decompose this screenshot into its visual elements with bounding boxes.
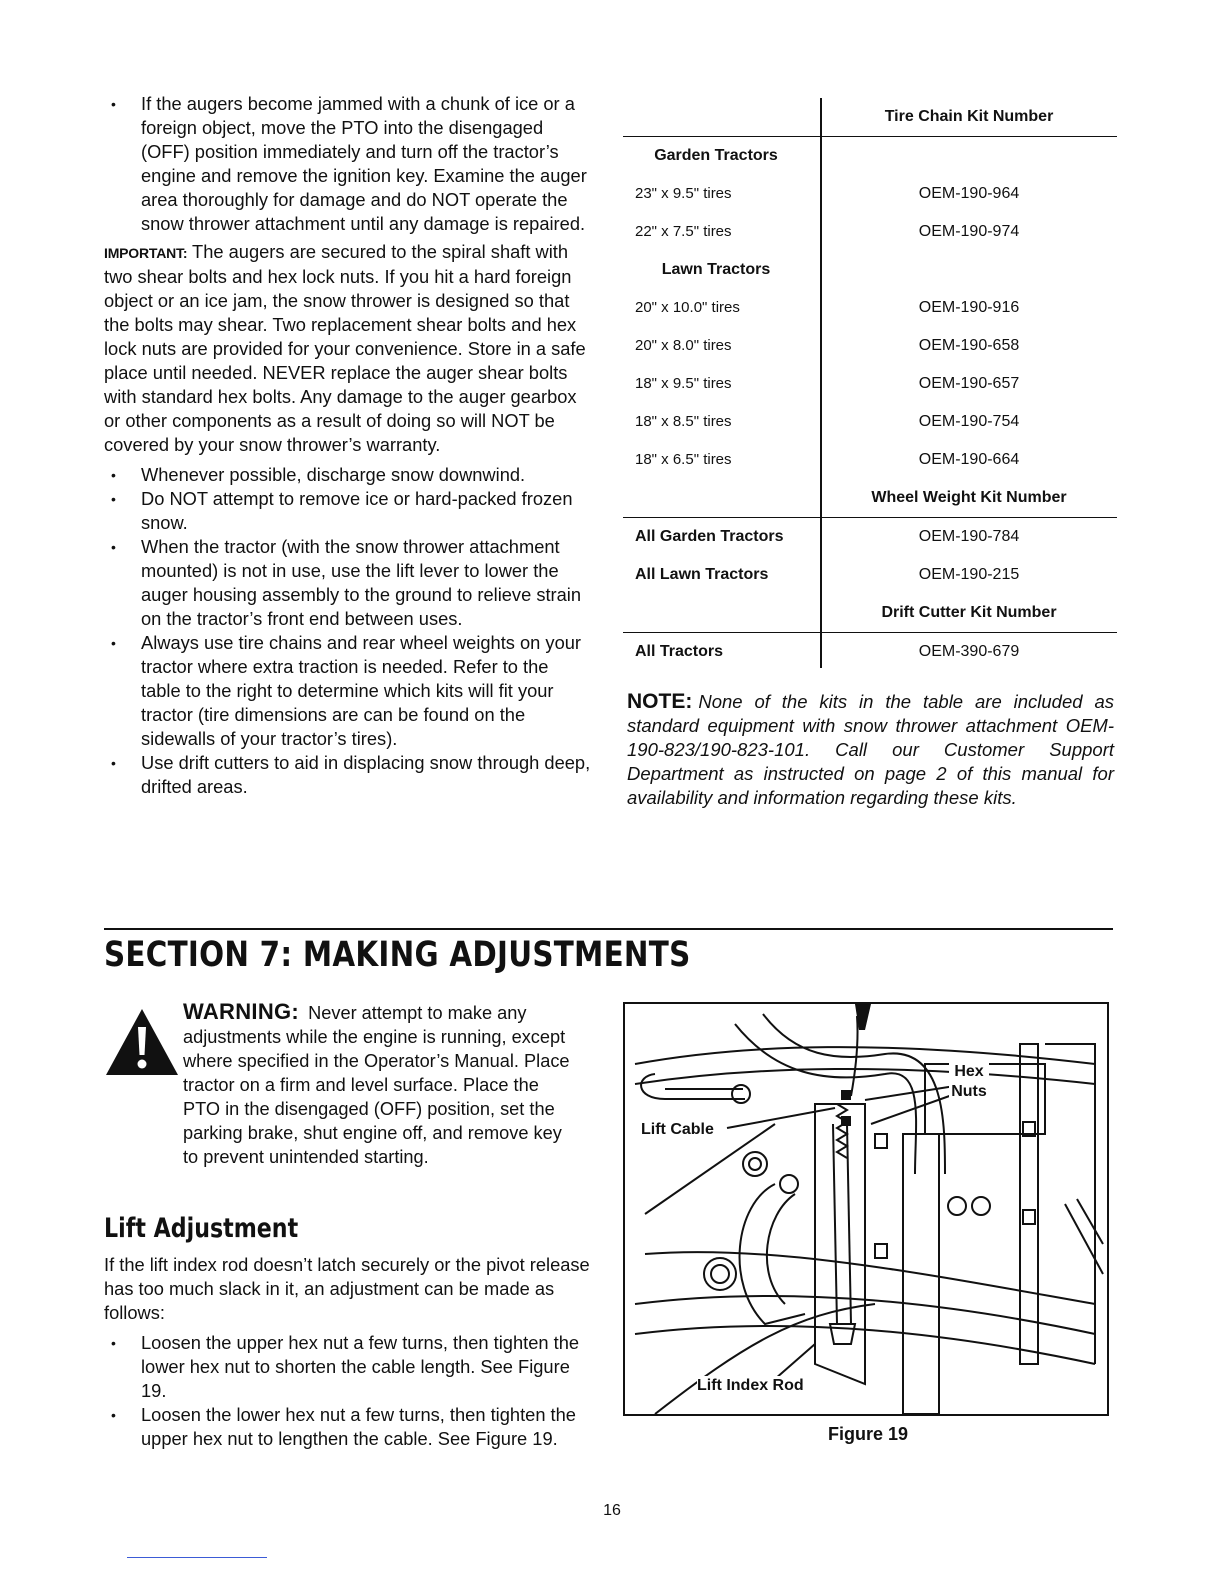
- kit-number: OEM-190-916: [918, 299, 1020, 316]
- lift-adjustment-intro: If the lift index rod doesn’t latch securely or the pivot release has too much slack in it, an adjustment can be made as follows:: [104, 1254, 590, 1323]
- kits-table: [623, 98, 1117, 671]
- hex-nuts-label: [949, 1062, 989, 1102]
- list-item: • Always use tire chains and rear wheel weights on your tractor where extra traction is needed. Refer to the table to the right to determine which kits will fit your tractor (tire dimensions are can be found on the sidewalls of your tractor’s tires).: [104, 631, 592, 751]
- tractor-group: All Garden Tractors: [635, 528, 784, 545]
- tire-size: 20" x 10.0" tires: [635, 299, 740, 316]
- lift-adjustment-title: Lift Adjustment: [104, 1213, 299, 1244]
- list-item: • Loosen the lower hex nut a few turns, then tighten the upper hex nut to lengthen the cable. See Figure 19.: [104, 1403, 592, 1451]
- tractor-group: All Lawn Tractors: [635, 566, 769, 583]
- tire-size: 22" x 7.5" tires: [635, 223, 732, 240]
- warning-label: WARNING:: [183, 999, 300, 1024]
- lift-adjustment-body: [104, 1253, 592, 1451]
- drift-cutter-header-row: [623, 594, 1117, 633]
- tire-chain-header: Tire Chain Kit Number: [884, 108, 1054, 125]
- table-row: [623, 365, 1117, 403]
- table-row: [623, 633, 1117, 671]
- left-column: [104, 92, 592, 799]
- table-row: [623, 556, 1117, 594]
- figure-19: [623, 1002, 1109, 1416]
- kit-number: OEM-190-754: [918, 413, 1020, 430]
- kit-number: OEM-190-964: [918, 185, 1020, 202]
- garden-tractors-row: [623, 137, 1117, 175]
- kit-number: OEM-190-657: [918, 375, 1020, 392]
- warning-triangle-icon: [104, 1007, 180, 1077]
- section-divider: [104, 928, 1113, 930]
- table-row: [623, 175, 1117, 213]
- list-item: • Use drift cutters to aid in displacing snow through deep, drifted areas.: [104, 751, 592, 799]
- list-item: • When the tractor (with the snow thrower attachment mounted) is not in use, use the lift lever to lower the auger housing assembly to the ground to relieve strain on the tractor’s front end between uses.: [104, 535, 592, 631]
- tire-size: 18" x 6.5" tires: [635, 451, 732, 468]
- important-paragraph: [104, 240, 592, 457]
- warning-text: Never attempt to make any adjustments while the engine is running, except where specified in the Operator’s Manual. Place tractor on a firm and level surface. Place the PTO in the disengaged (OFF) position, set the parking brake, shut engine off, and remove key to prevent unintended starting.: [183, 1003, 570, 1167]
- tire-size: 18" x 9.5" tires: [635, 375, 732, 392]
- list-item: • Do NOT attempt to remove ice or hard-packed frozen snow.: [104, 487, 592, 535]
- tractor-group: All Tractors: [635, 643, 724, 660]
- lift-index-rod-label: Lift Index Rod: [697, 1377, 804, 1394]
- wheel-weight-header-row: [623, 479, 1117, 518]
- jam-bullet-list: [104, 92, 592, 236]
- figure-caption: Figure 19: [827, 1424, 909, 1444]
- table-row: [623, 518, 1117, 556]
- important-label: IMPORTANT:: [104, 245, 188, 261]
- scan-artifact-line: [127, 1557, 267, 1558]
- nuts-label: Nuts: [951, 1083, 987, 1100]
- table-row: [623, 403, 1117, 441]
- note-label: NOTE:: [627, 690, 693, 713]
- lawn-tractors-label: Lawn Tractors: [661, 261, 771, 278]
- lift-cable-label: Lift Cable: [641, 1121, 714, 1138]
- lawn-tractors-row: [623, 251, 1117, 289]
- kit-number: OEM-190-974: [918, 223, 1020, 240]
- hex-label: Hex: [954, 1063, 984, 1080]
- lift-bullet-list: [104, 1331, 592, 1451]
- section-title: SECTION 7: MAKING ADJUSTMENTS: [104, 935, 691, 975]
- tips-bullet-list: [104, 463, 592, 799]
- important-text: The augers are secured to the spiral shaft with two shear bolts and hex lock nuts. If you hit a hard foreign object or an ice jam, the snow thrower is designed so that the bolts may shear. Two replacement shear bolts and hex lock nuts are provided for your convenience. Store in a safe place until needed. NEVER replace the auger shear bolts with standard hex bolts. Any damage to the auger gearbox or other components as a result of doing so will NOT be covered by your snow thrower’s warranty.: [104, 241, 586, 455]
- table-row: [623, 289, 1117, 327]
- tire-size: 20" x 8.0" tires: [635, 337, 732, 354]
- note-text: None of the kits in the table are included as standard equipment with snow thrower attachment OEM-190-823/190-823-101. Call our Customer Support Department as instructed on page 2 of this manual for availability and information regarding these kits.: [627, 691, 1114, 808]
- page-number: 16: [603, 1502, 621, 1519]
- tire-chain-header-row: [623, 98, 1117, 137]
- list-item: • Loosen the upper hex nut a few turns, then tighten the lower hex nut to shorten the cable length. See Figure 19.: [104, 1331, 592, 1403]
- table-row: [623, 213, 1117, 251]
- tire-size: 18" x 8.5" tires: [635, 413, 732, 430]
- kit-number: OEM-190-215: [918, 566, 1020, 583]
- table-row: [623, 441, 1117, 479]
- list-item: • Whenever possible, discharge snow downwind.: [104, 463, 592, 487]
- kit-number: OEM-190-664: [918, 451, 1020, 468]
- warning-paragraph: [183, 1000, 579, 1169]
- drift-cutter-header: Drift Cutter Kit Number: [881, 604, 1057, 621]
- lift-mechanism-illustration: [625, 1004, 1107, 1414]
- note-paragraph: [627, 690, 1114, 810]
- kit-number: OEM-390-679: [918, 643, 1020, 660]
- kit-number: OEM-190-784: [918, 528, 1020, 545]
- garden-tractors-label: Garden Tractors: [654, 147, 778, 164]
- kit-number: OEM-190-658: [918, 337, 1020, 354]
- table-row: [623, 327, 1117, 365]
- tire-size: 23" x 9.5" tires: [635, 185, 732, 202]
- list-item: • If the augers become jammed with a chunk of ice or a foreign object, move the PTO into the disengaged (OFF) position immediately and turn off the tractor’s engine and remove the ignition key. Examine the auger area thoroughly for damage and do NOT operate the snow thrower attachment until any damage is repaired.: [104, 92, 592, 236]
- wheel-weight-header: Wheel Weight Kit Number: [871, 489, 1067, 506]
